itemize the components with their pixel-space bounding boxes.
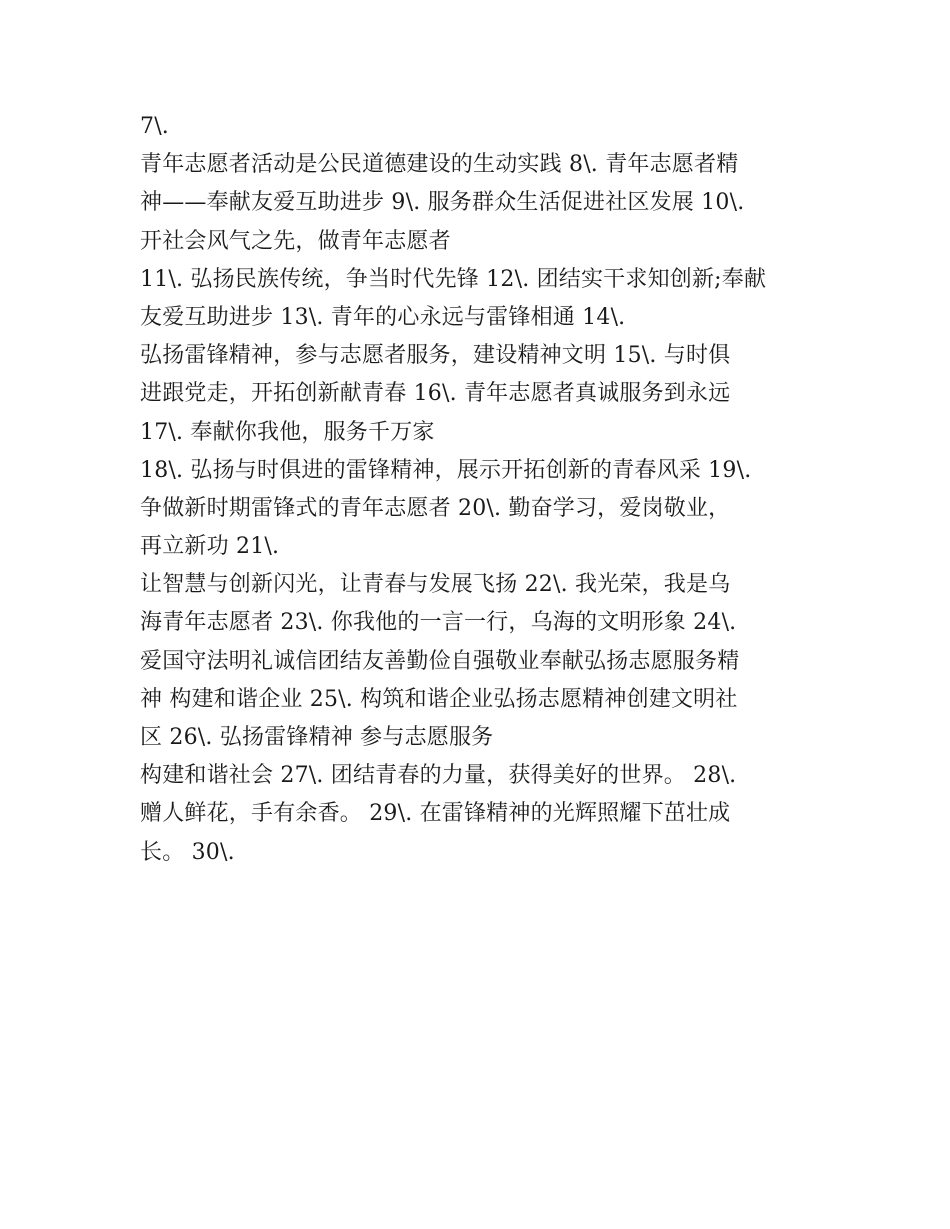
text-line: 海青年志愿者 23\. 你我他的一言一行，乌海的文明形象 24\. (140, 610, 737, 636)
text-line: 友爱互助进步 13\. 青年的心永远与雷锋相通 14\. (140, 304, 626, 330)
text-line: 11\. 弘扬民族传统，争当时代先锋 12\. 团结实干求知创新;奉献 (140, 266, 767, 292)
text-line: 长。 30\. (140, 839, 235, 865)
text-line: 7\. (140, 114, 170, 139)
text-line: 神——奉献友爱互助进步 9\. 服务群众生活促进社区发展 10\. (140, 190, 745, 216)
text-line: 让智慧与创新闪光，让青春与发展飞扬 22\. 我光荣，我是乌 (140, 572, 731, 598)
text-line: 构建和谐社会 27\. 团结青春的力量，获得美好的世界。 28\. (140, 763, 737, 789)
text-line: 爱国守法明礼诚信团结友善勤俭自强敬业奉献弘扬志愿服务精 (140, 648, 740, 674)
text-line: 弘扬雷锋精神，参与志愿者服务，建设精神文明 15\. 与时俱 (140, 343, 731, 369)
text-line: 神 构建和谐企业 25\. 构筑和谐企业弘扬志愿精神创建文明社 (140, 686, 738, 712)
text-line: 17\. 奉献你我他，服务千万家 (140, 419, 435, 445)
text-line: 进跟党走，开拓创新献青春 16\. 青年志愿者真诚服务到永远 (140, 381, 731, 407)
text-line: 区 26\. 弘扬雷锋精神 参与志愿服务 (140, 725, 494, 750)
text-line: 青年志愿者活动是公民道德建设的生动实践 8\. 青年志愿者精 (140, 152, 739, 178)
text-line: 18\. 弘扬与时俱进的雷锋精神，展示开拓创新的青春风采 19\. (140, 457, 752, 483)
text-line: 赠人鲜花，手有余香。 29\. 在雷锋精神的光辉照耀下茁壮成 (140, 801, 731, 827)
document-body (140, 108, 830, 872)
text-line: 争做新时期雷锋式的青年志愿者 20\. 勤奋学习，爱岗敬业， (140, 495, 731, 521)
text-line: 开社会风气之先，做青年志愿者 (140, 228, 451, 254)
text-line: 再立新功 21\. (140, 534, 280, 560)
